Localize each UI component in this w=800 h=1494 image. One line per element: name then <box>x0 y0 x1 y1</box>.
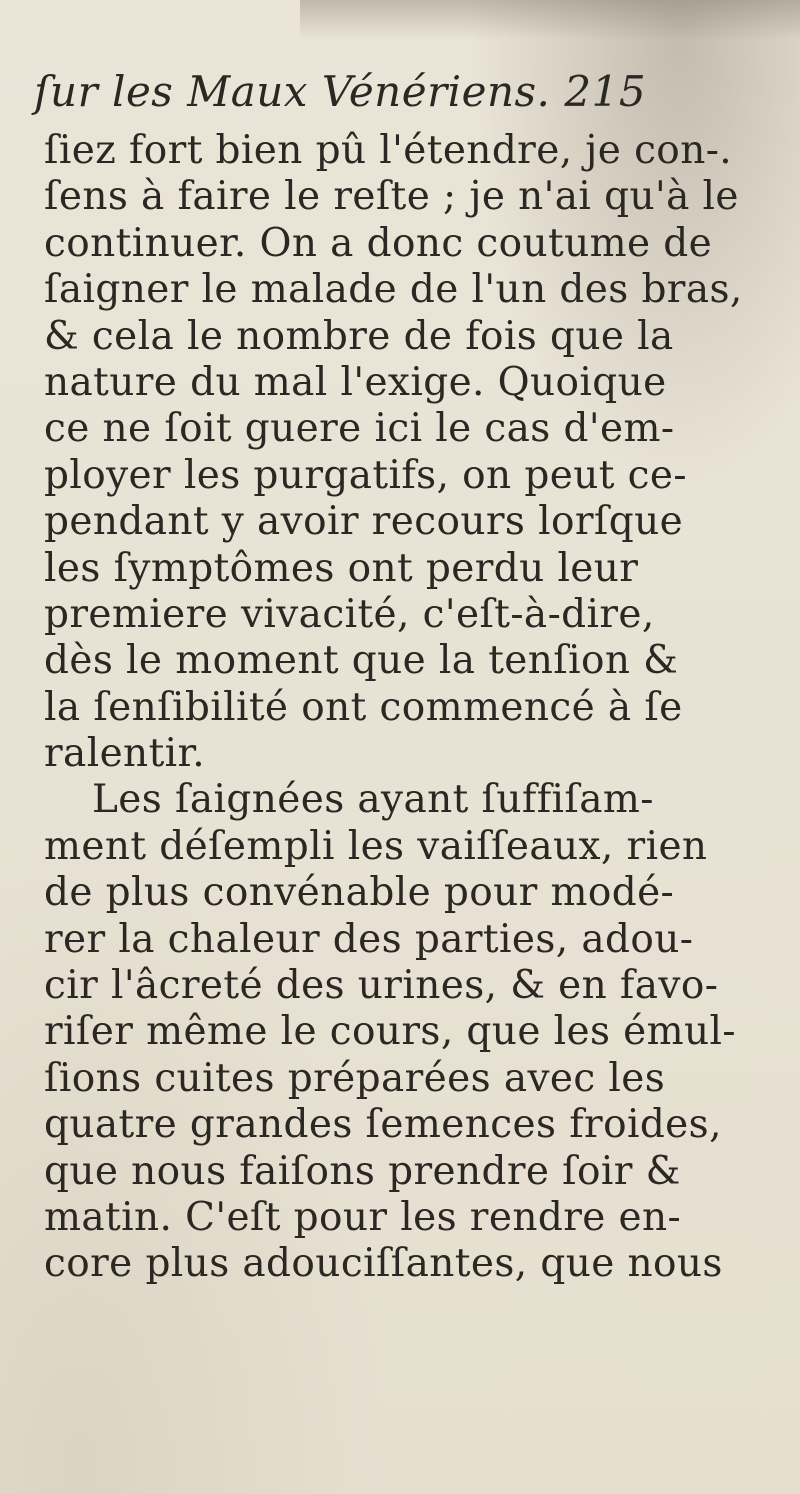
text-line: ſaigner le malade de l'un des bras, <box>44 267 743 313</box>
running-title: ſur les Maux Vénériens. <box>34 67 551 116</box>
text-line: ce ne ſoit guere ici le cas d'em- <box>44 406 675 452</box>
text-line: de plus convénable pour modé- <box>44 870 675 916</box>
text-line: ployer les purgatifs, on peut ce- <box>44 452 687 498</box>
text-line: ralentir. <box>44 731 206 777</box>
text-line: ment déſempli les vaiſſeaux, rien <box>44 823 708 869</box>
text-line: dès le moment que la tenſion & <box>44 638 679 684</box>
text-line: nature du mal l'exige. Quoique <box>44 359 667 405</box>
text-line: ſions cuites préparées avec les <box>44 1055 666 1101</box>
text-line: que nous faiſons prendre ſoir & <box>44 1148 681 1194</box>
text-line: rer la chaleur des parties, adou- <box>44 916 694 962</box>
body-text <box>44 128 764 1288</box>
running-head <box>34 66 754 118</box>
text-line: continuer. On a donc coutume de <box>44 220 713 266</box>
text-line: riſer même le cours, que les émul- <box>44 1009 736 1055</box>
text-line: ſiez fort bien pû l'étendre, je con-. <box>44 128 733 173</box>
text-line: & cela le nombre de fois que la <box>44 313 674 359</box>
text-line: quatre grandes ſemences froides, <box>44 1102 722 1148</box>
text-line: ſens à faire le reſte ; je n'ai qu'à le <box>44 174 739 220</box>
text-line: core plus adouciſſantes, que nous <box>44 1241 723 1287</box>
text-line: pendant y avoir recours lorſque <box>44 499 684 545</box>
page-stain <box>300 0 800 40</box>
text-line: premiere vivacité, c'eſt-à-dire, <box>44 591 655 637</box>
text-line: la ſenſibilité ont commencé à ſe <box>44 684 683 730</box>
text-line: matin. C'eſt pour les rendre en- <box>44 1194 682 1240</box>
text-line: cir l'âcreté des urines, & en favo- <box>44 963 719 1009</box>
paragraph-start-line: Les ſaignées ayant ſuffiſam- <box>92 777 654 823</box>
text-line: les ſymptômes ont perdu leur <box>44 545 639 591</box>
page-number: 215 <box>564 67 647 116</box>
